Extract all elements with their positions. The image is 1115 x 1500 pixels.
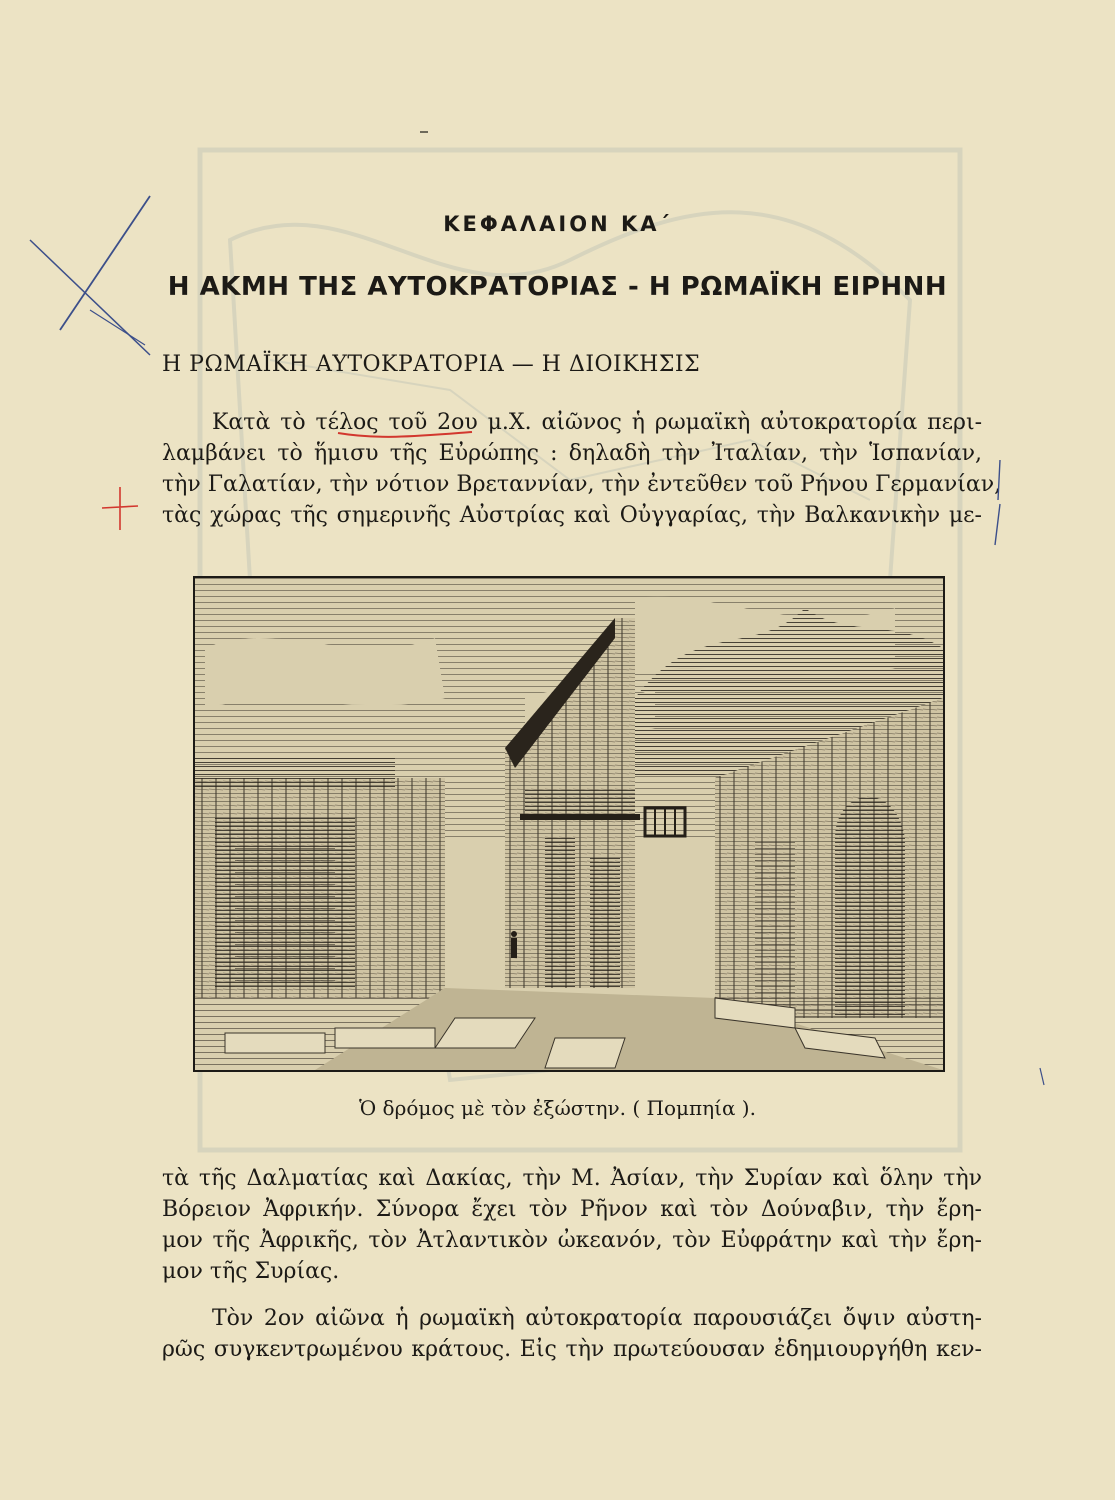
text-line: Βόρειον Ἀφρικήν. Σύνορα ἔχει τὸν Ρῆνον καὶ τὸν Δούναβιν, τὴν ἔρη- bbox=[162, 1197, 982, 1222]
engraving-pompeii-street bbox=[193, 576, 945, 1072]
text-line: τὰ τῆς Δαλματίας καὶ Δακίας, τὴν Μ. Ἀσίαν, τὴν Συρίαν καὶ ὅλην τὴν bbox=[162, 1166, 982, 1191]
blue-pencil-stroke bbox=[90, 310, 145, 345]
margin-pencil-tick bbox=[1040, 1068, 1044, 1085]
red-pencil-plus-mark bbox=[102, 487, 138, 530]
paragraph-3 bbox=[162, 1303, 982, 1365]
paragraph-2 bbox=[162, 1163, 982, 1287]
chapter-label: ΚΕΦΑΛΑΙΟΝ ΚΑ΄ bbox=[443, 212, 672, 236]
figure-caption: Ὁ δρόμος μὲ τὸν ἐξώστην. ( Πομπηία ). bbox=[359, 1096, 756, 1120]
section-heading: Η ΡΩΜΑΪΚΗ ΑΥΤΟΚΡΑΤΟΡΙΑ — Η ΔΙΟΙΚΗΣΙΣ bbox=[162, 352, 701, 377]
text-line: τὰς χώρας τῆς σημερινῆς Αὐστρίας καὶ Οὐγγαρίας, τὴν Βαλκανικὴν με- bbox=[162, 503, 982, 528]
text-line: Κατὰ τὸ τέλος τοῦ 2ου μ.Χ. αἰῶνος ἡ ρωμαϊκὴ αὐτοκρατορία περι- bbox=[212, 410, 982, 435]
chapter-title: Η ΑΚΜΗ ΤΗΣ ΑΥΤΟΚΡΑΤΟΡΙΑΣ - Η ΡΩΜΑΪΚΗ ΕΙΡΗΝΗ bbox=[167, 272, 948, 302]
text-line: Τὸν 2ον αἰῶνα ἡ ρωμαϊκὴ αὐτοκρατορία παρουσιάζει ὄψιν αὐστη- bbox=[212, 1306, 982, 1331]
text-line: λαμβάνει τὸ ἥμισυ τῆς Εὐρώπης : δηλαδὴ τὴν Ἰταλίαν, τὴν Ἱσπανίαν, bbox=[162, 441, 982, 466]
text-line: μον τῆς Ἀφρικῆς, τὸν Ἀτλαντικὸν ὠκεανόν, τὸν Εὐφράτην καὶ τὴν ἔρη- bbox=[162, 1228, 982, 1253]
street-illustration bbox=[195, 578, 943, 1070]
text-line: ρῶς συγκεντρωμένου κράτους. Εἰς τὴν πρωτεύουσαν ἐδημιουργήθη κεν- bbox=[162, 1337, 982, 1362]
text-line: τὴν Γαλατίαν, τὴν νότιον Βρεταννίαν, τὴν ἐντεῦθεν τοῦ Ρήνου Γερμανίαν, bbox=[162, 472, 1002, 497]
text-line: μον τῆς Συρίας. bbox=[162, 1259, 340, 1284]
paragraph-1 bbox=[162, 407, 1002, 531]
